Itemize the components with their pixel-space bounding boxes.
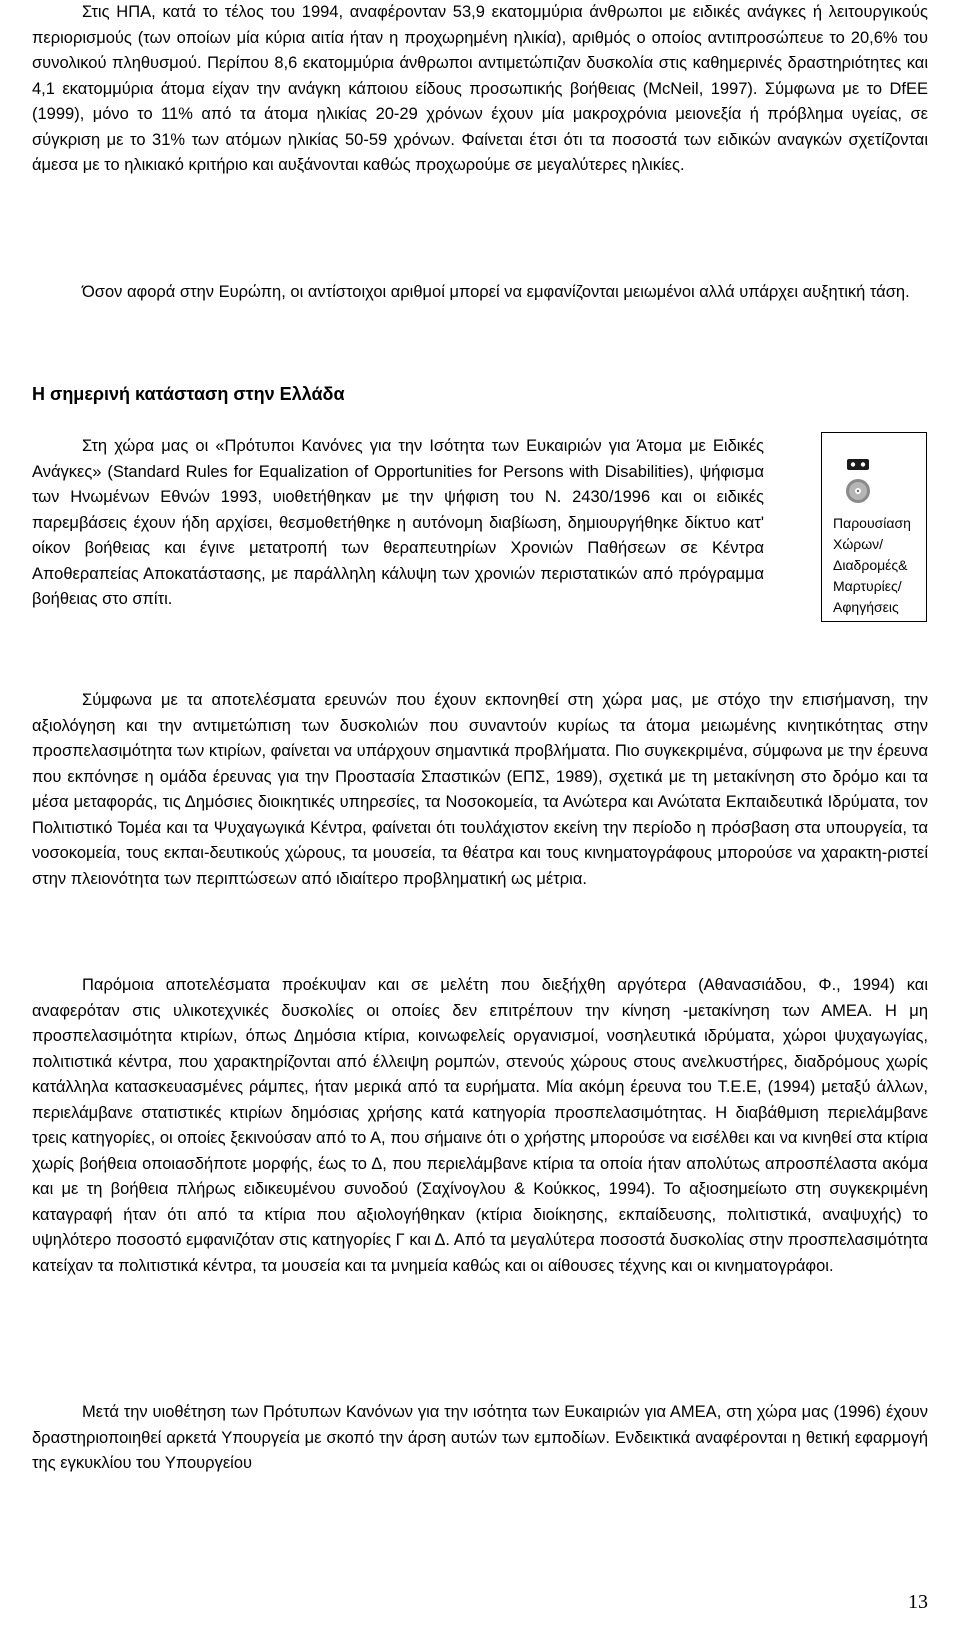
- paragraph-adoption: Μετά την υιοθέτηση των Πρότυπων Κανόνων για την ισότητα των Ευκαιριών για ΑΜΕΑ, στη χώρα μας (1996) έχουν δραστηριοποιηθεί αρκετά Υπουργεία με σκοπό την άρση αυτών των εμποδίων. Ενδεικτικά αναφέρονται η θετική εφαρμογή της εγκυκλίου του Υπουργείου: [32, 1403, 928, 1472]
- paragraph-usa-statistics: Στις ΗΠΑ, κατά το τέλος του 1994, αναφέρονταν 53,9 εκατομμύρια άνθρωποι με ειδικές ανάγκες ή λειτουργικούς περιορισμούς (των οποίων μία κύρια αιτία ήταν η προχωρημένη ηλικία), αριθμός ο οποίος αντιπροσώπευε το 20,6% του συνολικού πληθυσμού. Περίπου 8,6 εκατομμύρια άνθρωποι αντιμετώπιζαν δυσκολία στις καθημερινές δραστηριότητες και 4,1 εκατομμύρια άτομα είχαν την ανάγκη κάποιου είδους προσωπικής βοήθειας (McNeil, 1997). Σύμφωνα με το DfEE (1999), μόνο το 11% από τα άτομα ηλικίας 20-29 χρόνων έχουν μία μακροχρόνια μειονεξία ή πρόβλημα υγείας, σε σύγκριση με το 31% των ατόμων ηλικίας 50-59 χρόνων. Φαίνεται έτσι ότι τα ποσοστά των ειδικών αναγκών σχετίζονται άμεσα με το ηλικιακό κριτήριο και αυξάνονται καθώς προχωρούμε σε μεγαλύτερες ηλικίες.: [32, 3, 928, 174]
- paragraph-research-results: Σύμφωνα με τα αποτελέσματα ερευνών που έχουν εκπονηθεί στη χώρα μας, με στόχο την επισήμανση, την αξιολόγηση και την αντιμετώπιση των δυσκολιών που συναντούν κυρίως τα άτομα μειωμένης κινητικότητας στην προσπελασιμότητα των κτιρίων, φαίνεται να υπάρχουν σημαντικά προβλήματα. Πιο συγκεκριμένα, σύμφωνα με την έρευνα που εκπόνησε η ομάδα έρευνας για την Προστασία Σπαστικών (ΕΠΣ, 1989), σχετικά με τη μετακίνηση στο δρόμο και τα μέσα μεταφοράς, τις Δημόσιες διοικητικές υπηρεσίες, τα Νοσοκομεία, τα Ανώτερα και Ανώτατα Εκπαιδευτικά Ιδρύματα, τον Πολιτιστικό Τομέα και τα Ψυχαγωγικά Κέντρα, φαίνεται ότι τουλάχιστον εκείνη την περίοδο η πρόσβαση στα υπουργεία, τα νοσοκομεία, τους εκπαι-δευτικούς χώρους, τα μουσεία, τα θέατρα και τους κινηματογράφους μπορούσε να χαρακτη-ριστεί στην πλειονότητα των περιπτώσεων από ιδιαίτερο προβληματική ως μέτρια.: [32, 691, 928, 888]
- paragraph-greece-rules: Στη χώρα μας οι «Πρότυποι Κανόνες για την Ισότητα των Ευκαιριών για Άτομα με Ειδικές Ανάγκες» (Standard Rules for Equalization of Opportunities for Persons with Disabilities), ψήφισμα των Ηνωμένων Εθνών 1993, υιοθετήθηκαν με την ψήφιση του Ν. 2430/1996 και οι ειδικές παρεμβάσεις έχουν ήδη αρχίσει, θεσμοθετήθηκε η αυτόνομη διαβίωση, δημιουργήθηκε δίκτυο κατ' οίκον βοήθειας και έγινε μετατροπή των θεραπευτηρίων Χρονιών Παθήσεων σε Κέντρα Αποθεραπείας Αποκατάστασης, με παράλληλη κάλυψη των χρονιών περιστατικών από πρόγραμμα βοήθειας στο σπίτι.: [32, 437, 764, 608]
- cd-disc-icon: [844, 451, 884, 521]
- sidebox-label: Παρουσίαση Χώρων/ Διαδρομές& Μαρτυρίες/ Αφηγήσεις: [833, 515, 911, 615]
- paragraph-similar-results: Παρόμοια αποτελέσματα προέκυψαν και σε μελέτη που διεξήχθη αργότερα (Αθανασιάδου, Φ., 1994) και αναφερόταν στις υλικοτεχνικές δυσκολίες οι οποίες δεν επιτρέπουν την κίνηση -μετακίνηση των ΑΜΕΑ. Η μη προσπελασιμότητα κτιρίων, όπως Δημόσια κτίρια, κοινωφελείς οργανισμοί, νοσηλευτικά ιδρύματα, χώροι ψυχαγωγίας, πολιτιστικά κέντρα, που χαρακτηρίζονται από έλλειψη ρομπών, στενούς χώρους στους ανελκυστήρες, διαδρόμους χωρίς κατάλληλα κατασκευασμένες ράμπες, ήταν μερικά από τα ευρήματα. Μία ακόμη έρευνα του Τ.Ε.Ε, (1994) μεταξύ άλλων, περιελάμβανε στατιστικές κτιρίων δημόσιας χρήσης κατά κατηγορία προσπελασιμότητας. Η διαβάθμιση περιελάμβανε τρεις κατηγορίες, οι οποίες ξεκινούσαν από το Α, που σήμαινε ότι ο χρήστης μπορούσε να εισέλθει και να κινηθεί στα κτίρια χωρίς βοήθεια οποιασδήποτε μορφής, έως το Δ, που περιελάμβανε κτίρια τα οποία ήταν απολύτως απροσπέλαστα ακόμα και με τη βοήθεια πλήρως ειδικευμένου συνοδού (Σαχίνογλου & Κούκκος, 1994). Το αξιοσημείωτο στη συγκεκριμένη καταγραφή ήταν ότι από τα κτίρια που αξιολογήθηκαν (κτίρια διοίκησης, εκπαίδευσης, πολιτιστικά, αναψυχής) το υψηλότερο ποσοστό εμφανιζόταν στις κατηγορίες Γ και Δ. Από τα μεγαλύτερα ποσοστά δυσκολίας στην προσπελασιμότητα κατείχαν τα πολιτιστικά κέντρα, τα μουσεία και τα μνημεία καθώς και οι αίθουσες τέχνης και οι κινηματογράφοι.: [32, 976, 928, 1275]
- paragraph-europe: Όσον αφορά στην Ευρώπη, οι αντίστοιχοι αριθμοί μπορεί να εμφανίζονται μειωμένοι αλλά υπάρχει αυξητική τάση.: [82, 283, 910, 301]
- section-heading: Η σημερινή κατάσταση στην Ελλάδα: [32, 384, 345, 404]
- page-number: 13: [908, 1591, 928, 1613]
- sidebox-presentation: [821, 432, 927, 622]
